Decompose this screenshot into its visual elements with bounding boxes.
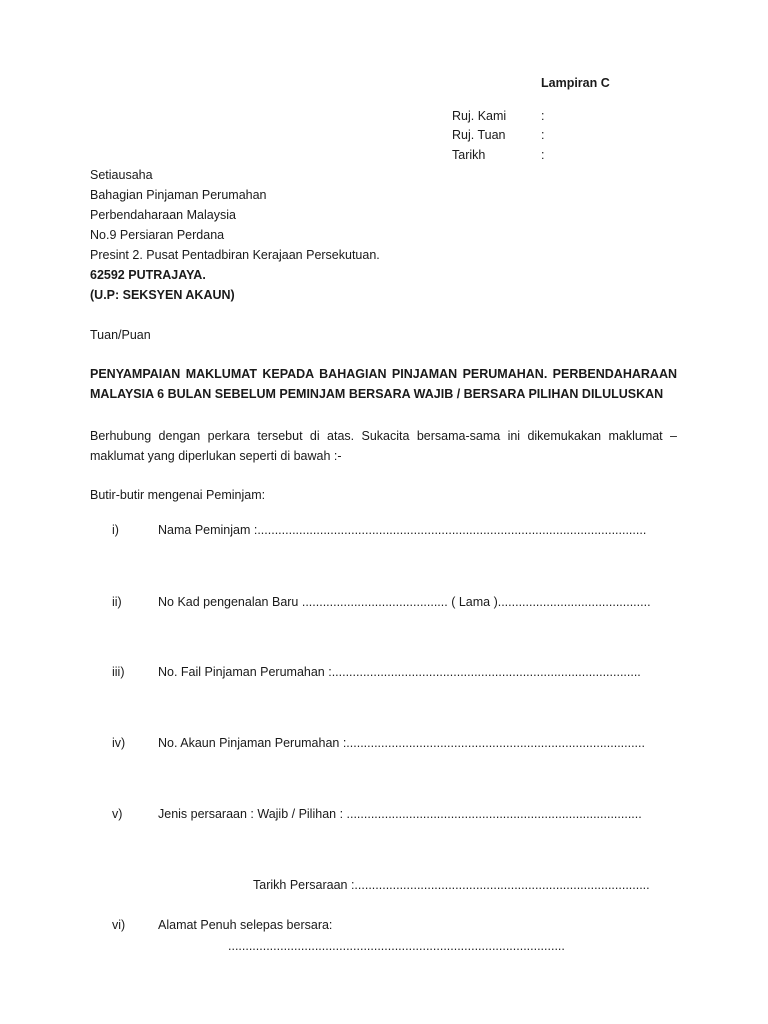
item-number: iv)	[112, 736, 126, 750]
ref-label: Tarikh	[452, 148, 486, 162]
section-title: Butir-butir mengenai Peminjam:	[90, 488, 266, 502]
ref-colon: :	[541, 148, 545, 162]
retirement-date-field: Tarikh Persaraan :.....................................................................................	[253, 878, 650, 892]
item-number: ii)	[112, 595, 122, 609]
address-line: Presint 2. Pusat Pentadbiran Kerajaan Persekutuan.	[90, 248, 380, 262]
item-field-no-fail: No. Fail Pinjaman Perumahan :.........................................................................................	[158, 665, 641, 679]
address-line: Bahagian Pinjaman Perumahan	[90, 188, 267, 202]
address-fill-line: .................................................................................................	[228, 939, 565, 953]
item-field-jenis-persaraan: Jenis persaraan : Wajib / Pilihan : .....................................................................................	[158, 807, 642, 821]
ref-label: Ruj. Tuan	[452, 128, 506, 142]
item-number: v)	[112, 807, 123, 821]
ref-colon: :	[541, 109, 545, 123]
subject-heading: PENYAMPAIAN MAKLUMAT KEPADA BAHAGIAN PINJAMAN PERUMAHAN. PERBENDAHARAAN MALAYSIA 6 BULAN SEBELUM PEMINJAM BERSARA WAJIB / BERSARA PILIHAN DILULUSKAN	[90, 367, 677, 401]
address-line: (U.P: SEKSYEN AKAUN)	[90, 288, 235, 302]
item-number: vi)	[112, 918, 126, 932]
item-number: i)	[112, 523, 119, 537]
address-line: No.9 Persiaran Perdana	[90, 228, 225, 242]
item-field-nama-peminjam: Nama Peminjam :................................................................................................................	[158, 523, 647, 537]
item-field-no-kad-pengenalan: No Kad pengenalan Baru .......................................... ( Lama )............................................	[158, 595, 651, 609]
ref-colon: :	[541, 128, 545, 142]
address-line: 62592 PUTRAJAYA.	[90, 268, 206, 282]
item-number: iii)	[112, 665, 125, 679]
intro-paragraph: Berhubung dengan perkara tersebut di atas. Sukacita bersama-sama ini dikemukakan maklumat – maklumat yang diperlukan seperti di bawah :-	[90, 429, 677, 463]
recipient-address	[90, 167, 380, 307]
item-field-alamat: Alamat Penuh selepas bersara:	[158, 918, 333, 932]
address-line: Perbendaharaan Malaysia	[90, 208, 236, 222]
address-line: Setiausaha	[90, 168, 153, 182]
item-field-no-akaun: No. Akaun Pinjaman Perumahan :......................................................................................	[158, 736, 645, 750]
appendix-label: Lampiran C	[541, 76, 610, 90]
salutation: Tuan/Puan	[90, 328, 151, 342]
ref-label: Ruj. Kami	[452, 109, 507, 123]
